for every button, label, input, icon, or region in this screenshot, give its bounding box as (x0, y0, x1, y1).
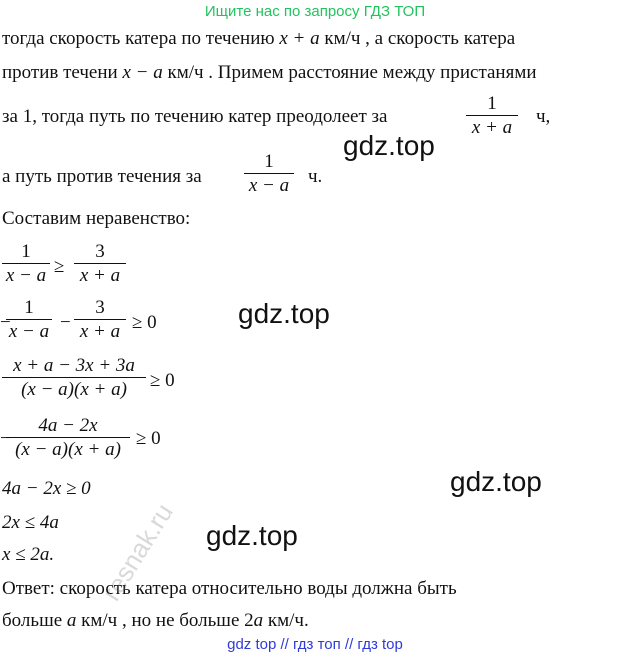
answer-line-1: Ответ: скорость катера относительно воды должна быть (2, 578, 457, 599)
fraction-bar (244, 173, 294, 174)
text-line-3: за 1, тогда путь по течению катер преодолеет за (2, 106, 388, 127)
fraction-numerator: 1 (264, 151, 274, 172)
math-line: 2x ≤ 4a (2, 512, 59, 533)
text-line-4: а путь против течения за (2, 166, 202, 187)
top-banner[interactable]: Ищите нас по запросу ГДЗ ТОП (204, 3, 426, 20)
footer-links[interactable]: gdz top // гдз топ // гдз top (227, 636, 403, 653)
text-fragment: тогда скорость катера по течению (2, 28, 280, 49)
math-operator: ≥ (54, 256, 65, 277)
math-expression: x − a (122, 62, 163, 83)
fraction (74, 242, 126, 286)
watermark: gdz.top (343, 130, 435, 161)
fraction (6, 298, 52, 342)
fraction-denominator: x − a (8, 321, 50, 342)
diagonal-watermark: resnak.ru (96, 498, 179, 606)
fraction-numerator: 1 (24, 297, 34, 318)
fraction-denominator: (x − a)(x + a) (15, 439, 121, 460)
fraction (6, 416, 130, 460)
fraction-denominator: x + a (79, 321, 121, 342)
math-variable: a (66, 610, 77, 631)
watermark: gdz.top (206, 520, 298, 551)
math-line: x ≤ 2a. (2, 544, 55, 565)
unit-text: ч, (536, 106, 551, 127)
fraction (74, 298, 126, 342)
fraction (466, 94, 518, 138)
math-operator: − (60, 312, 71, 333)
fraction-bar (6, 437, 130, 438)
fraction-numerator: x + a − 3x + 3a (13, 355, 135, 376)
fraction-denominator: (x − a)(x + a) (21, 379, 127, 400)
fraction-denominator: x + a (79, 265, 121, 286)
text-line-2 (2, 62, 537, 84)
math-operator: ≥ 0 (132, 312, 157, 333)
fraction-bar (2, 377, 146, 378)
fraction-bar (2, 263, 50, 264)
text-fragment: км/ч. (263, 610, 309, 631)
answer-line-2 (2, 610, 309, 632)
fraction-denominator: x − a (5, 265, 47, 286)
math-operator: − (0, 428, 11, 449)
math-operator: ≥ 0 (136, 428, 161, 449)
math-operator: ≥ 0 (150, 370, 175, 391)
text-fragment: км/ч , а скорость катера (319, 28, 516, 49)
fraction (2, 242, 50, 286)
fraction (244, 152, 294, 196)
math-operator: − (0, 312, 11, 333)
math-expression: x + a (279, 28, 320, 49)
text-fragment: против течени (2, 62, 123, 83)
math-variable: a (253, 610, 264, 631)
fraction-numerator: 3 (95, 297, 105, 318)
fraction-bar (74, 319, 126, 320)
fraction-numerator: 3 (95, 241, 105, 262)
fraction-denominator: x − a (248, 175, 290, 196)
watermark: gdz.top (450, 466, 542, 497)
math-line: 4a − 2x ≥ 0 (2, 478, 91, 499)
text-fragment: км/ч , но не больше 2 (76, 610, 254, 631)
text-line-1 (2, 28, 515, 50)
text-line-5: Составим неравенство: (2, 208, 191, 229)
fraction-bar (466, 115, 518, 116)
fraction-bar (74, 263, 126, 264)
fraction-numerator: 4a − 2x (38, 415, 98, 436)
watermark: gdz.top (238, 298, 330, 329)
fraction (2, 356, 146, 400)
text-fragment: км/ч . Примем расстояние между пристанями (162, 62, 537, 83)
unit-text: ч. (308, 166, 323, 187)
fraction-bar (6, 319, 52, 320)
text-fragment: больше (2, 610, 67, 631)
fraction-numerator: 1 (487, 93, 497, 114)
fraction-numerator: 1 (21, 241, 31, 262)
fraction-denominator: x + a (471, 117, 513, 138)
